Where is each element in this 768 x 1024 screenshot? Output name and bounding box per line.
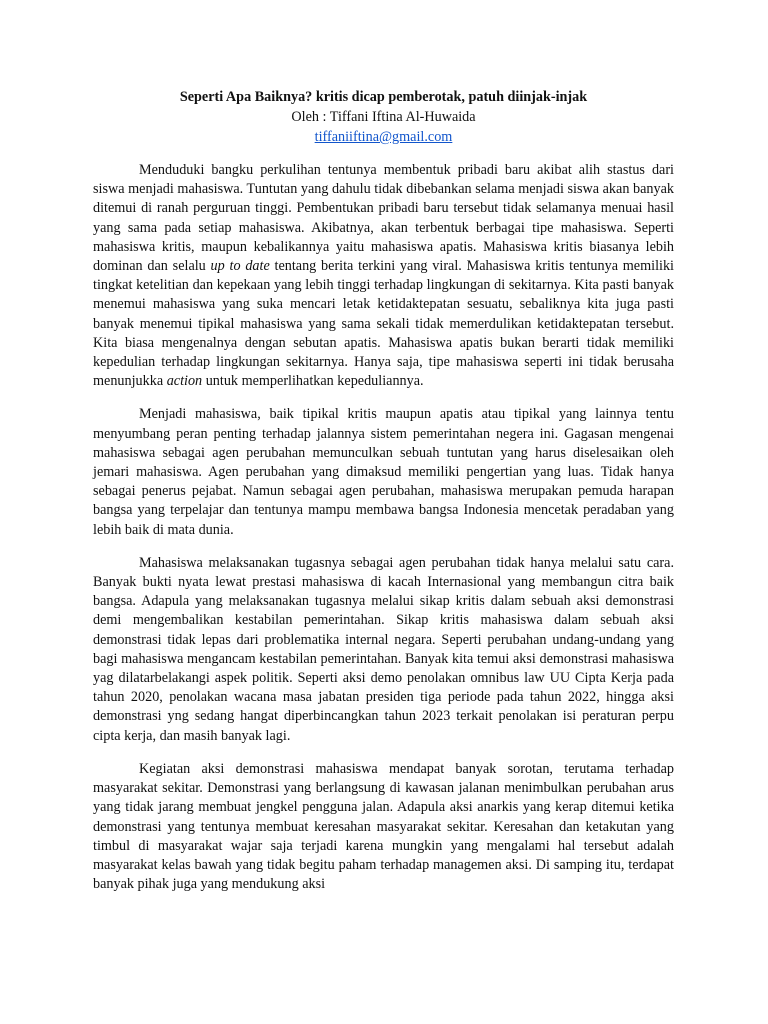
document-body bbox=[93, 161, 674, 894]
document-title: Seperti Apa Baiknya? kritis dicap pemberotak, patuh diinjak-injak bbox=[179, 89, 588, 105]
author-line: Oleh : Tiffani Iftina Al-Huwaida bbox=[291, 109, 476, 125]
paragraph-text: Menduduki bangku perkulihan tentunya membentuk pribadi baru akibat alih stastus dari siswa menjadi mahasiswa. Tuntutan yang dahulu tidak dibebankan selama menjadi siswa akan banyak ditemui di ranah perguruan tinggi. Pembentukan pribadi baru tersebut tidak selamanya menuai hasil yang sama pada setiap mahasiswa. Akibatnya, akan terbentuk berbagai tipe mahasiswa. Seperti mahasiswa kritis, maupun kebalikannya yaitu mahasiswa apatis. Mahasiswa kritis biasanya lebih dominan dan selalu bbox=[93, 162, 674, 275]
paragraph-text: tentang berita terkini yang viral. Mahasiswa kritis tentunya memiliki tingkat ketelitian dan kepekaan yang lebih tinggi terhadap lingkungan di sekitarnya. Kita pasti banyak menemui mahasiswa yang suka mencari letak ketidaktepatan sesuatu, sebaliknya kita juga pasti banyak menemui tipikal mahasiswa yang sama sekali tidak memerdulikan ketidaktepatan tersebut. Kita biasa mengenalnya dengan sebutan apatis. Mahasiswa apatis bukan berarti tidak memiliki kepedulian terhadap lingkungan sekitarnya. Hanya saja, tipe mahasiswa seperti ini tidak berusaha menunjukka bbox=[93, 258, 674, 390]
paragraph-text: untuk memperlihatkan kepeduliannya. bbox=[202, 373, 424, 390]
body-paragraph bbox=[93, 161, 674, 391]
document-page bbox=[93, 87, 674, 908]
paragraph-text: Mahasiswa melaksanakan tugasnya sebagai agen perubahan tidak hanya melalui satu cara. Banyak bukti nyata lewat prestasi mahasiswa di kacah Internasional yang membangun citra baik bangsa. Adapula yang melaksanakan tugasnya melalui sikap kritis dalam sebuah aksi demonstrasi demi mengembalikan kestabilan pemerintahan. Sikap kritis mahasiswa dalam sebuah aksi demonstrasi tidak lepas dari problematika internal negara. Seperti perubahan undang-undang yang bagi mahasiswa mengancam kestabilan pemerintahan. Banyak kita temui aksi demonstrasi mahasiswa yag dilatarbelakangi aspek politik. Seperti aksi demo penolakan omnibus law UU Cipta Kerja pada tahun 2020, penolakan wacana masa jabatan presiden tiga periode pada tahun 2022, hingga aksi demonstrasi yng sedang hangat diperbincangkan tahun 2023 terkait penolakan isi peraturan perpu cipta kerja, dan masih banyak lagi. bbox=[93, 554, 674, 744]
body-paragraph bbox=[93, 554, 674, 746]
paragraph-text: Menjadi mahasiswa, baik tipikal kritis maupun apatis atau tipikal yang lainnya tentu menyumbang peran penting terhadap jalannya sistem pemerintahan negera ini. Gagasan mengenai mahasiswa sebagai agen perubahan memunculkan sebuah tuntutan yang harus diselesaikan oleh jemari mahasiswa. Agen perubahan yang dimaksud memiliki pengertian yang luas. Tidak hanya sebagai penerus pejabat. Namun sebagai agen perubahan, mahasiswa merupakan pemuda harapan bangsa yang terpelajar dan tentunya mampu membawa bangsa Indonesia mencetak peradaban yang lebih baik di mata dunia. bbox=[93, 406, 674, 538]
italic-text: action bbox=[166, 373, 203, 390]
body-paragraph bbox=[93, 760, 674, 894]
italic-text: up to date bbox=[210, 258, 270, 275]
body-paragraph bbox=[93, 405, 674, 539]
author-email-link[interactable]: tiffaniiftina@gmail.com bbox=[314, 129, 453, 145]
paragraph-text: Kegiatan aksi demonstrasi mahasiswa mendapat banyak sorotan, terutama terhadap masyarakat sekitar. Demonstrasi yang berlangsung di kawasan jalanan menimbulkan perubahan arus yang tidak jarang membuat jengkel pengguna jalan. Adapula aksi anarkis yang kerap ditemui ketika demonstrasi yang tentunya membuat keresahan masyarakat sekitar. Keresahan dan ketakutan yang timbul di masyarakat wajar saja terjadi karena mungkin yang mengalami hal tersebut adalah masyarakat kelas bawah yang tidak begitu paham terhadap managemen aksi. Di samping itu, terdapat banyak pihak juga yang mendukung aksi bbox=[93, 760, 674, 893]
document-header bbox=[93, 87, 674, 147]
